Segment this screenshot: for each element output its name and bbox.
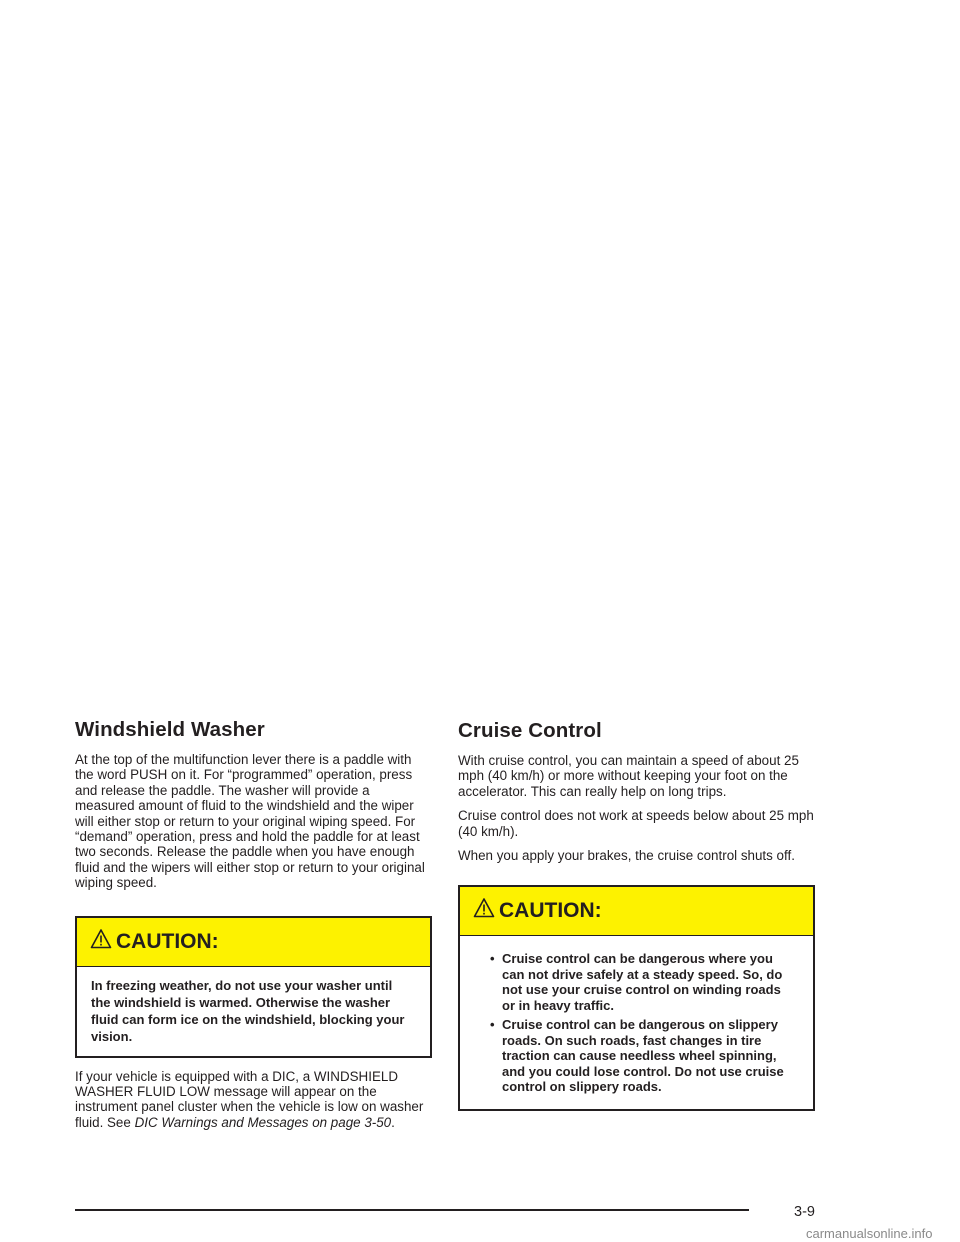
cruise-paragraph-2: Cruise control does not work at speeds below about 25 mph (40 km/h). xyxy=(458,808,814,839)
right-column xyxy=(458,716,815,1111)
caution-bullet: • Cruise control can be dangerous on slippery roads. On such roads, fast changes in tire traction can cause needless wheel spinning, and you could lose control. Do not use cruise control on slippery roads. xyxy=(490,1017,793,1095)
watermark: carmanualsonline.info xyxy=(806,1226,933,1241)
caution-box xyxy=(458,885,815,1111)
caution-header xyxy=(460,887,813,936)
caution-title: CAUTION: xyxy=(499,899,602,923)
warning-triangle-icon xyxy=(90,928,112,950)
dic-paragraph-text: If your vehicle is equipped with a DIC, a WINDSHIELD WASHER FLUID LOW message will appear on the instrument panel cluster when the vehicle is low on washer fluid. See xyxy=(75,1068,424,1130)
dic-paragraph-end: . xyxy=(391,1114,395,1130)
caution-bullet-list xyxy=(490,951,793,1095)
page-number: 3-9 xyxy=(794,1204,815,1220)
windshield-washer-paragraph: At the top of the multifunction lever there is a paddle with the word PUSH on it. For “programmed” operation, press and release the paddle. The washer will provide a measured amount of fluid to the windshield and the wiper will either stop or return to your original wiping speed. For “demand” operation, press and hold the paddle for at least two seconds. Release the paddle when you have enough fluid and the wipers will either stop or return to your original wiping speed. xyxy=(75,752,425,891)
section-heading-cruise-control: Cruise Control xyxy=(458,719,602,742)
cruise-paragraph-1: With cruise control, you can maintain a speed of about 25 mph (40 km/h) or more without keeping your foot on the accelerator. This can really help on long trips. xyxy=(458,753,799,799)
footer-rule xyxy=(75,1209,749,1211)
caution-bullet: • Cruise control can be dangerous where you can not drive safely at a steady speed. So, do not use your cruise control on winding roads or in heavy traffic. xyxy=(490,951,793,1013)
cruise-paragraph-3: When you apply your brakes, the cruise control shuts off. xyxy=(458,848,795,864)
warning-triangle-icon xyxy=(473,897,495,919)
caution-box xyxy=(75,916,432,1058)
caution-text: In freezing weather, do not use your washer until the windshield is warmed. Otherwise the washer fluid can form ice on the windshield, blocking your vision. xyxy=(91,977,405,1044)
dic-warnings-link[interactable]: DIC Warnings and Messages on page 3-50 xyxy=(134,1114,392,1130)
caution-body xyxy=(460,936,813,1109)
dic-paragraph xyxy=(75,1069,432,1131)
left-column xyxy=(75,716,432,1130)
caution-header xyxy=(77,918,430,967)
section-heading-windshield-washer: Windshield Washer xyxy=(75,718,265,741)
caution-title: CAUTION: xyxy=(116,929,219,953)
